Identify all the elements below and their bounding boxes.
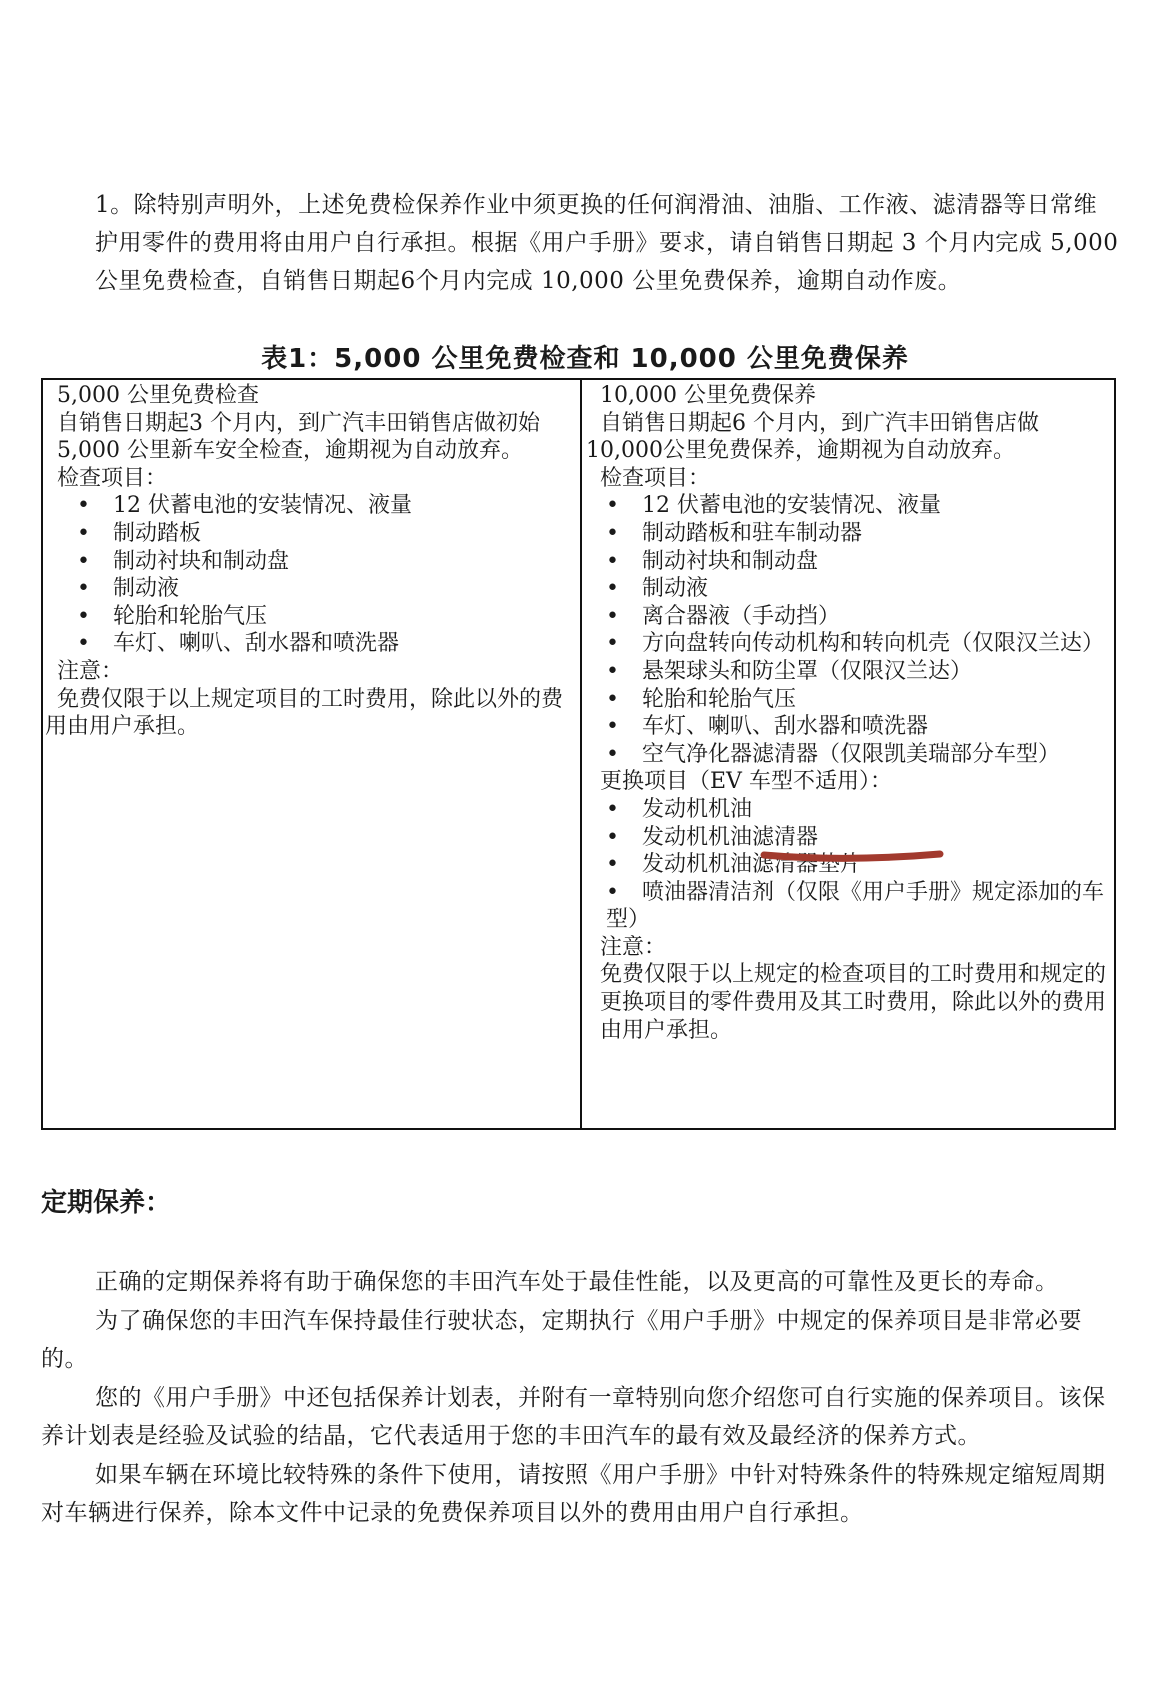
table-left-column <box>43 380 582 1128</box>
list-item: • 发动机机油滤清器 <box>606 824 819 850</box>
right-description-1: 自销售日期起6 个月内，到广汽丰田销售店做 <box>600 410 1039 436</box>
list-item: • 悬架球头和防尘罩（仅限汉兰达） <box>606 658 973 684</box>
list-item: • 12 伏蓄电池的安装情况、液量 <box>606 493 941 519</box>
list-item: • 离合器液（手动挡） <box>606 603 841 629</box>
bullet-icon: • <box>606 658 619 684</box>
bullet-icon: • <box>77 548 90 574</box>
bullet-icon: • <box>77 576 90 602</box>
bullet-icon: • <box>606 576 619 602</box>
list-item: • 车灯、喇叭、刮水器和喷洗器 <box>77 631 400 657</box>
left-header: 5,000 公里免费检查 <box>57 383 259 408</box>
bullet-icon: • <box>77 631 90 657</box>
left-check-label: 检查项目： <box>57 465 168 491</box>
left-description: 自销售日期起3 个月内，到广汽丰田销售店做初始5,000 公里新车安全检查，逾期视为自动放弃。 <box>57 410 540 464</box>
list-item: • 发动机机油 <box>606 796 753 822</box>
list-item: • 车灯、喇叭、刮水器和喷洗器 <box>606 714 929 740</box>
left-note-label: 注意： <box>57 658 124 684</box>
list-item: • 喷油器清洁剂（仅限《用户手册》规定添加的车型） <box>606 879 1105 933</box>
list-item: • 轮胎和轮胎气压 <box>77 603 268 629</box>
paragraph: 您的《用户手册》中还包括保养计划表，并附有一章特别向您介绍您可自行实施的保养项目。该保养计划表是经验及试验的结晶，它代表适用于您的丰田汽车的最有效及最经济的保养方式。 <box>41 1384 1106 1449</box>
list-item: • 制动踏板和驻车制动器 <box>606 520 863 546</box>
intro-paragraph: 1。除特别声明外，上述免费检保养作业中须更换的任何润滑油、油脂、工作液、滤清器等日常维护用零件的费用将由用户自行承担。根据《用户手册》要求，请自销售日期起 3 个月内完成 5,000 公里免费检查，自销售日期起6个月内完成 10,000 公里免费保养，逾期自动作废。 <box>95 192 1119 294</box>
bullet-icon: • <box>606 603 619 629</box>
bullet-icon: • <box>606 796 619 822</box>
list-item: • 方向盘转向传动机构和转向机壳（仅限汉兰达） <box>606 631 1105 657</box>
section-heading: 定期保养： <box>41 1188 172 1218</box>
bullet-icon: • <box>606 852 619 878</box>
bullet-icon: • <box>77 520 90 546</box>
paragraph: 如果车辆在环境比较特殊的条件下使用，请按照《用户手册》中针对特殊条件的特殊规定缩短周期对车辆进行保养，除本文件中记录的免费保养项目以外的费用由用户自行承担。 <box>41 1461 1106 1526</box>
right-note-1: 免费仅限于以上规定的检查项目的工时费用和规定的 <box>600 962 1107 988</box>
left-note: 免费仅限于以上规定项目的工时费用，除此以外的费用由用户承担。 <box>45 686 564 740</box>
paragraph: 正确的定期保养将有助于确保您的丰田汽车处于最佳性能，以及更高的可靠性及更长的寿命。 <box>95 1269 1059 1295</box>
bullet-icon: • <box>606 714 619 740</box>
body-text <box>41 1263 1111 1533</box>
bullet-icon: • <box>606 879 619 905</box>
list-item: • 制动衬块和制动盘 <box>606 548 819 574</box>
table-right-column <box>582 380 1114 1128</box>
right-note-3: 由用户承担。 <box>600 1017 733 1043</box>
right-header: 10,000 公里免费保养 <box>600 383 816 408</box>
list-item: • 12 伏蓄电池的安装情况、液量 <box>77 493 412 519</box>
bullet-icon: • <box>77 493 90 519</box>
bullet-icon: • <box>606 686 619 712</box>
bullet-icon: • <box>606 824 619 850</box>
bullet-icon: • <box>77 603 90 629</box>
paragraph: 为了确保您的丰田汽车保持最佳行驶状态，定期执行《用户手册》中规定的保养项目是非常必要的。 <box>41 1307 1082 1372</box>
list-item: • 发动机机油滤清器垫片 <box>606 852 863 878</box>
right-replace-label: 更换项目（EV 车型不适用）： <box>600 769 892 795</box>
bullet-icon: • <box>606 493 619 519</box>
right-note-2: 更换项目的零件费用及其工时费用，除此以外的费用 <box>600 990 1107 1016</box>
bullet-icon: • <box>606 741 619 767</box>
list-item: • 制动踏板 <box>77 520 202 546</box>
right-description-2: 10,000公里免费保养，逾期视为自动放弃。 <box>586 438 1015 464</box>
right-check-label: 检查项目： <box>600 465 711 491</box>
right-note-label: 注意： <box>600 934 667 960</box>
handwritten-underline-mark <box>760 849 944 863</box>
table-title: 表1：5,000 公里免费检查和 10,000 公里免费保养 <box>261 344 909 374</box>
list-item: • 制动液 <box>606 576 709 602</box>
bullet-icon: • <box>606 631 619 657</box>
list-item: • 空气净化器滤清器（仅限凯美瑞部分车型） <box>606 741 1061 767</box>
list-item: • 制动液 <box>77 576 180 602</box>
list-item: • 轮胎和轮胎气压 <box>606 686 797 712</box>
bullet-icon: • <box>606 520 619 546</box>
list-item: • 制动衬块和制动盘 <box>77 548 290 574</box>
bullet-icon: • <box>606 548 619 574</box>
service-table <box>41 378 1116 1130</box>
